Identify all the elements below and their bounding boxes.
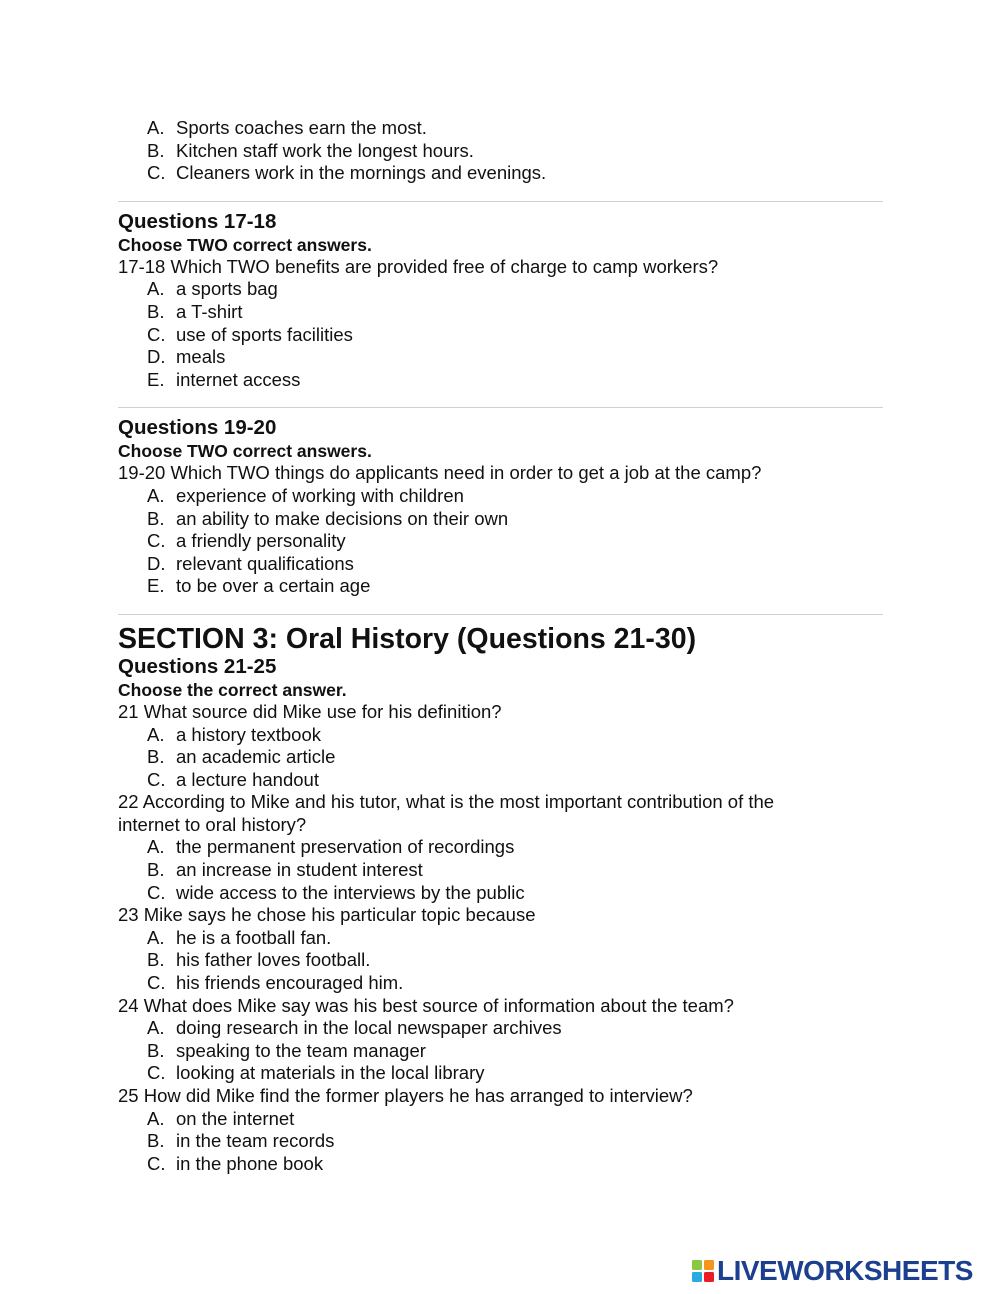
option-letter: C. [147,972,166,994]
option-item[interactable] [147,369,883,392]
option-letter: C. [147,1152,166,1174]
group-instruction: Choose TWO correct answers. [118,234,372,255]
option-text: meals [176,346,226,368]
option-text: his friends encouraged him. [176,972,404,994]
question-group-19-20 [118,416,883,598]
options-list [118,485,883,598]
option-letter: B. [147,1130,165,1152]
option-item[interactable] [147,553,883,576]
option-text: a history textbook [176,723,321,745]
divider [118,614,883,615]
option-text: a sports bag [176,278,278,300]
section-title: SECTION 3: Oral History (Questions 21-30) [118,622,697,655]
option-item[interactable] [147,746,883,769]
option-letter: B. [147,1039,165,1061]
option-item[interactable] [147,1040,883,1063]
option-item[interactable] [147,1108,883,1131]
question-text: 23 Mike says he chose his particular topic because [118,904,536,926]
option-letter: C. [147,530,166,552]
option-item[interactable] [147,927,883,950]
option-text: a lecture handout [176,768,319,790]
option-text: in the team records [176,1130,335,1152]
options-list [118,836,883,904]
question-text: 19-20 Which TWO things do applicants need in order to get a job at the camp? [118,462,762,484]
option-letter: B. [147,859,165,881]
option-item[interactable] [147,301,883,324]
question-group-17-18 [118,210,883,392]
option-item[interactable] [147,117,883,140]
question-21 [118,701,883,791]
option-letter: A. [147,836,165,858]
option-letter: A. [147,117,165,138]
divider [118,407,883,408]
option-item[interactable] [147,508,883,531]
option-letter: C. [147,768,166,790]
option-text: to be over a certain age [176,575,371,597]
question-text: 22 According to Mike and his tutor, what is the most important contribution of the internet to oral history? [118,791,775,835]
option-letter: B. [147,746,165,768]
options-list [118,927,883,995]
option-letter: B. [147,139,165,161]
option-letter: C. [147,323,166,345]
question-text: 21 What source did Mike use for his definition? [118,700,502,722]
options-list [118,1108,883,1176]
logo-text: LIVEWORKSHEETS [717,1255,973,1286]
option-item[interactable] [147,575,883,598]
option-text: his father loves football. [176,949,371,971]
option-item[interactable] [147,724,883,747]
option-letter: A. [147,926,165,948]
options-list-q16 [118,117,883,185]
option-text: an ability to make decisions on their own [176,507,509,529]
options-list [118,724,883,792]
option-text: speaking to the team manager [176,1039,426,1061]
option-text: in the phone book [176,1152,324,1174]
option-letter: A. [147,1017,165,1039]
question-25 [118,1085,883,1175]
option-item[interactable] [147,836,883,859]
option-item[interactable] [147,324,883,347]
option-letter: B. [147,949,165,971]
option-item[interactable] [147,1062,883,1085]
option-text: Cleaners work in the mornings and evenings. [176,162,547,184]
liveworksheets-logo-icon [692,1260,714,1282]
option-letter: E. [147,575,165,597]
option-text: Kitchen staff work the longest hours. [176,139,474,161]
question-22 [118,791,883,904]
option-item[interactable] [147,162,883,185]
option-item[interactable] [147,485,883,508]
option-letter: A. [147,723,165,745]
option-item[interactable] [147,530,883,553]
group-instruction: Choose TWO correct answers. [118,441,372,462]
option-text: an increase in student interest [176,859,423,881]
group-heading: Questions 19-20 [118,416,277,440]
option-text: on the internet [176,1107,295,1129]
option-text: the permanent preservation of recordings [176,836,515,858]
option-item[interactable] [147,1153,883,1176]
option-text: a friendly personality [176,530,346,552]
option-text: experience of working with children [176,484,464,506]
option-letter: D. [147,552,166,574]
option-item[interactable] [147,859,883,882]
group-heading: Questions 21-25 [118,654,277,678]
option-text: wide access to the interviews by the public [176,881,525,903]
liveworksheets-logo[interactable] [692,1256,973,1286]
option-text: internet access [176,368,301,390]
option-letter: A. [147,278,165,300]
option-item[interactable] [147,882,883,905]
option-item[interactable] [147,278,883,301]
question-text: 25 How did Mike find the former players he has arranged to interview? [118,1085,693,1106]
option-text: use of sports facilities [176,323,353,345]
option-item[interactable] [147,346,883,369]
option-item[interactable] [147,1017,883,1040]
option-letter: C. [147,162,166,184]
option-text: he is a football fan. [176,926,332,948]
option-item[interactable] [147,972,883,995]
option-letter: B. [147,300,165,322]
question-text: 17-18 Which TWO benefits are provided free of charge to camp workers? [118,255,719,277]
option-text: Sports coaches earn the most. [176,117,427,138]
option-item[interactable] [147,1130,883,1153]
question-text: 24 What does Mike say was his best source of information about the team? [118,994,734,1016]
group-heading: Questions 17-18 [118,209,277,233]
group-instruction: Choose the correct answer. [118,679,347,700]
option-text: a T-shirt [176,300,243,322]
option-text: relevant qualifications [176,552,354,574]
option-letter: A. [147,1107,165,1129]
divider [118,201,883,202]
options-list [118,278,883,391]
option-letter: C. [147,881,166,903]
option-item[interactable] [147,769,883,792]
options-list [118,1017,883,1085]
option-text: an academic article [176,746,336,768]
option-item[interactable] [147,949,883,972]
worksheet-content [118,117,883,1175]
question-24 [118,995,883,1085]
option-text: doing research in the local newspaper archives [176,1017,562,1039]
option-letter: A. [147,484,165,506]
option-letter: D. [147,346,166,368]
section-3 [118,623,883,1175]
option-letter: E. [147,368,165,390]
option-item[interactable] [147,140,883,163]
option-text: looking at materials in the local library [176,1062,485,1084]
question-23 [118,904,883,994]
option-letter: C. [147,1062,166,1084]
option-letter: B. [147,507,165,529]
